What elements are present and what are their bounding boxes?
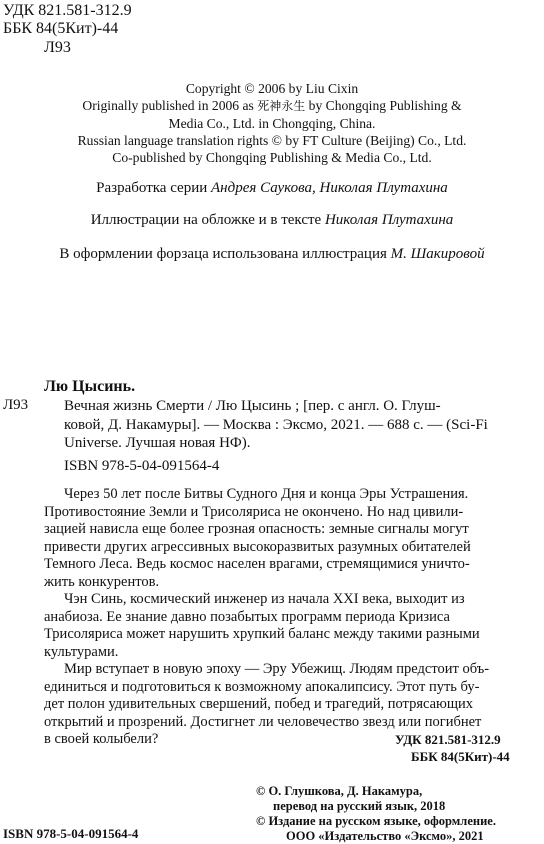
copyright-line: Media Co., Ltd. in Chongqing, China. — [168, 116, 376, 131]
endpaper-credit — [0, 244, 544, 264]
bbk-code: ББК 84(5Кит)-44 — [3, 20, 119, 37]
endpaper-label: В оформлении форзаца использована иллюстрация — [59, 246, 387, 262]
series-credit — [0, 178, 544, 198]
annotation-line: единиться и подготовиться к возможному апокалипсису. Этот путь бу- — [44, 678, 480, 695]
catalog-isbn: ISBN 978-5-04-091564-4 — [64, 458, 220, 474]
rights-notice — [256, 784, 496, 844]
catalog-line: Вечная жизнь Смерти / Лю Цысинь ; [пер. с англ. О. Глуш- — [64, 398, 441, 414]
footer-udk: УДК 821.581-312.9 — [395, 732, 501, 747]
annotation-line: Чэн Синь, космический инженер из начала XXI века, выходит из — [64, 591, 465, 607]
copyright-text: Originally published in 2006 as — [82, 98, 254, 113]
copyright-notice — [0, 80, 544, 166]
illustrations-label: Иллюстрации на обложке и в тексте — [90, 212, 322, 228]
copyright-line: Copyright © 2006 by Liu Cixin — [185, 81, 359, 96]
catalog-line: Universe. Лучшая новая НФ). — [64, 435, 251, 451]
original-title-cjk: 死神永生 — [257, 99, 306, 113]
catalog-line: ковой, Д. Накамуры]. — Москва : Эксмо, 2021. — 688 с. — (Sci-Fi — [64, 416, 488, 433]
footer-codes — [395, 731, 510, 765]
footer-bbk: ББК 84(5Кит)-44 — [411, 749, 510, 764]
annotation — [44, 486, 524, 749]
rights-line: © Издание на русском языке, оформление. — [256, 814, 496, 828]
annotation-line: культурами. — [44, 643, 119, 660]
series-label: Разработка серии — [96, 180, 208, 196]
rights-line: перевод на русский язык, 2018 — [273, 799, 446, 813]
udk-code: УДК 821.581-312.9 — [3, 2, 132, 19]
annotation-line: Мир вступает в новую эпоху — Эру Убежищ. Людям предстоит объ- — [64, 661, 490, 677]
endpaper-name: М. Шакировой — [390, 246, 485, 262]
copyright-line: Russian language translation rights © by FT Culture (Beijing) Co., Ltd. — [77, 133, 467, 148]
annotation-line: дет полон удивительных свершений, побед и трагедий, потрясающих — [44, 696, 474, 712]
annotation-line: зацией нависла еще более грозная опасность: земные сигналы могут — [44, 521, 469, 537]
copyright-text: by Chongqing Publishing & — [308, 98, 462, 113]
annotation-line: привести других агрессивных высокоразвитых разумных обитателей — [44, 538, 471, 555]
annotation-line: анабиоза. Ее знание давно позабытых программ периода Кризиса — [44, 608, 450, 625]
series-names: Андрея Саукова, Николая Плутахина — [211, 180, 448, 196]
illustrations-credit — [0, 210, 544, 230]
rights-line: © О. Глушкова, Д. Накамура, — [256, 784, 423, 798]
annotation-line: Через 50 лет после Битвы Судного Дня и конца Эры Устрашения. — [64, 486, 469, 502]
annotation-line: жить конкурентов. — [44, 573, 160, 590]
illustrations-name: Николая Плутахина — [324, 212, 454, 228]
annotation-line: в своей колыбели? — [44, 731, 159, 747]
catalog-author: Лю Цысинь. — [44, 378, 136, 395]
annotation-line: открытий и прозрений. Достигнет ли человечество звезд или погибнет — [44, 713, 482, 730]
annotation-line: Трисоляриса может нарушить хрупкий баланс между такими разными — [44, 626, 480, 642]
annotation-line: Противостояние Земли и Трисоляриса не окончено. Но над цивили- — [44, 503, 464, 520]
catalog-call-number: Л93 — [3, 397, 29, 413]
rights-line: ООО «Издательство «Эксмо», 2021 — [286, 829, 484, 843]
copyright-line — [0, 97, 544, 115]
author-code: Л93 — [44, 39, 71, 56]
annotation-line: Темного Леса. Ведь космос населен врагами, стремящимися уничто- — [44, 556, 470, 572]
catalog-description — [64, 397, 532, 453]
copyright-line: Co-published by Chongqing Publishing & Media Co., Ltd. — [112, 150, 432, 165]
bottom-isbn: ISBN 978-5-04-091564-4 — [3, 826, 139, 841]
